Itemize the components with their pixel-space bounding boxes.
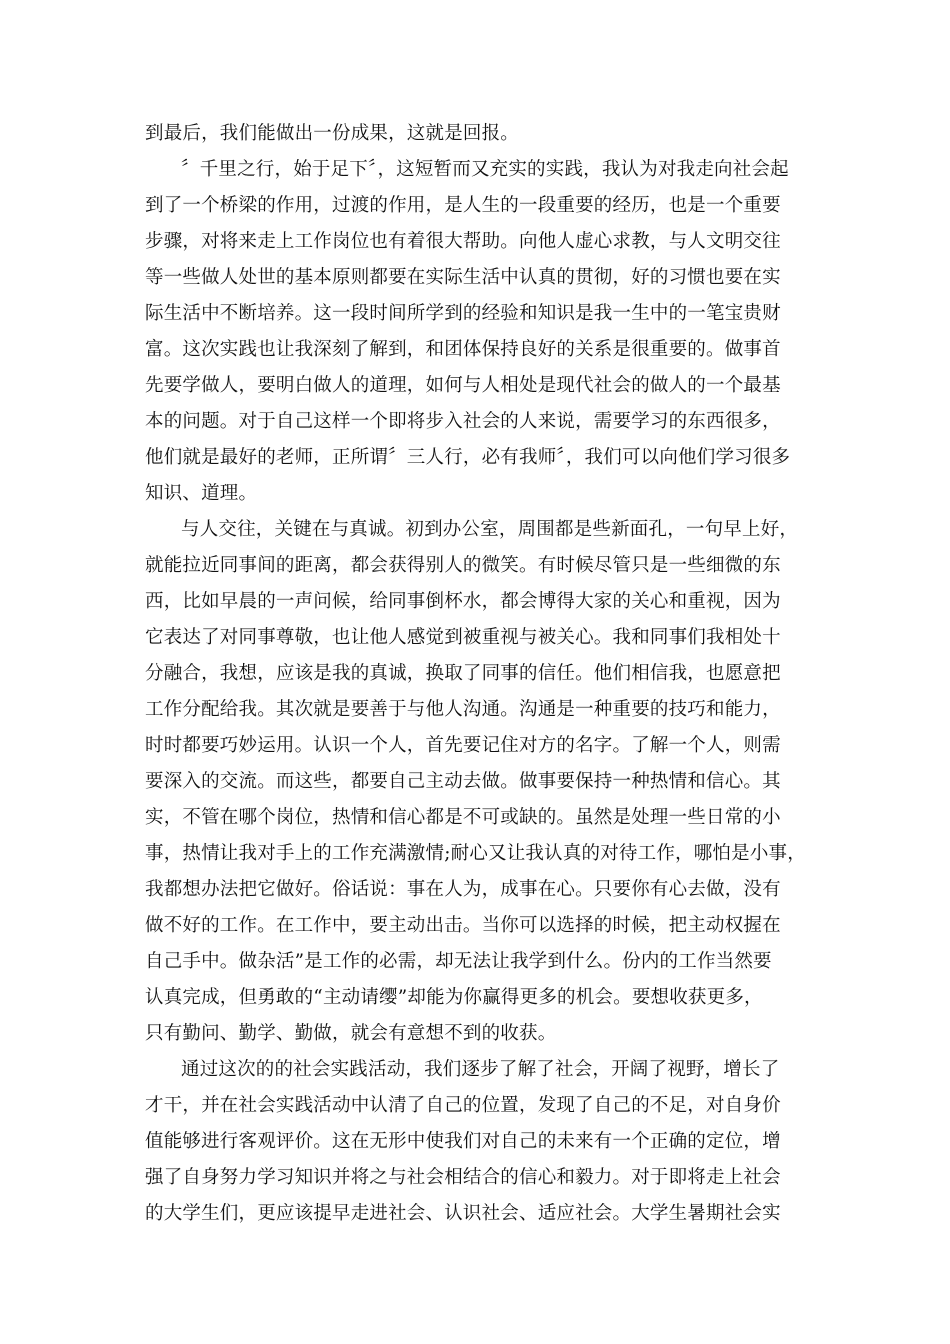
text-line: 认真完成，但勇敢的“主动请缨”却能为你赢得更多的机会。要想收获更多， — [145, 987, 763, 1008]
text-line: 我都想办法把它做好。俗话说：事在人为，成事在心。只要你有心去做，没有 — [145, 879, 781, 900]
text-line: 知识、道理。 — [145, 483, 258, 504]
text-line: 强了自身努力学习知识并将之与社会相结合的信心和毅力。对于即将走上社会 — [145, 1167, 781, 1188]
text-line: 通过这次的的社会实践活动，我们逐步了解了社会，开阔了视野，增长了 — [181, 1059, 780, 1080]
text-line: 自己手中。做杂活”是工作的必需，却无法让我学到什么。份内的工作当然要 — [145, 951, 772, 972]
text-line: 分融合，我想，应该是我的真诚，换取了同事的信任。他们相信我，也愿意把 — [145, 663, 781, 684]
text-line: 本的问题。对于自己这样一个即将步入社会的人来说，需要学习的东西很多， — [145, 411, 781, 432]
text-line: 际生活中不断培养。这一段时间所学到的经验和知识是我一生中的一笔宝贵财 — [145, 303, 781, 324]
text-line: 的大学生们，更应该提早走进社会、认识社会、适应社会。大学生暑期社会实 — [145, 1203, 781, 1224]
text-line: 才干，并在社会实践活动中认清了自己的位置，发现了自己的不足，对自身价 — [145, 1095, 781, 1116]
text-line: 到了一个桥梁的作用，过渡的作用，是人生的一段重要的经历，也是一个重要 — [145, 195, 781, 216]
text-line: 富。这次实践也让我深刻了解到，和团体保持良好的关系是很重要的。做事首 — [145, 339, 781, 360]
text-line: 等一些做人处世的基本原则都要在实际生活中认真的贯彻，好的习惯也要在实 — [145, 267, 781, 288]
text-line: 事，热情让我对手上的工作充满激情;耐心又让我认真的对待工作，哪怕是小事， — [145, 843, 806, 864]
text-line: 他们就是最好的老师，正所谓〞三人行，必有我师〞，我们可以向他们学习很多 — [145, 447, 791, 468]
text-line: 〞千里之行，始于足下〞，这短暂而又充实的实践，我认为对我走向社会起 — [181, 159, 789, 180]
text-line: 西，比如早晨的一声问候，给同事倒杯水，都会博得大家的关心和重视，因为 — [145, 591, 781, 612]
text-line: 工作分配给我。其次就是要善于与他人沟通。沟通是一种重要的技巧和能力， — [145, 699, 781, 720]
text-line: 值能够进行客观评价。这在无形中使我们对自己的未来有一个正确的定位，增 — [145, 1131, 781, 1152]
text-line: 时时都要巧妙运用。认识一个人，首先要记住对方的名字。了解一个人，则需 — [145, 735, 781, 756]
text-line: 先要学做人，要明白做人的道理，如何与人相处是现代社会的做人的一个最基 — [145, 375, 781, 396]
text-line: 实，不管在哪个岗位，热情和信心都是不可或缺的。虽然是处理一些日常的小 — [145, 807, 781, 828]
text-line: 与人交往，关键在与真诚。初到办公室，周围都是些新面孔，一句早上好， — [181, 519, 799, 540]
text-line: 要深入的交流。而这些，都要自己主动去做。做事要保持一种热情和信心。其 — [145, 771, 781, 792]
text-line: 步骤，对将来走上工作岗位也有着很大帮助。向他人虚心求教，与人文明交往 — [145, 231, 781, 252]
text-line: 到最后，我们能做出一份成果，这就是回报。 — [145, 123, 520, 144]
text-line: 只有勤问、勤学、勤做，就会有意想不到的收获。 — [145, 1023, 557, 1044]
text-line: 做不好的工作。在工作中，要主动出击。当你可以选择的时候，把主动权握在 — [145, 915, 781, 936]
text-line: 它表达了对同事尊敬，也让他人感觉到被重视与被关心。我和同事们我相处十 — [145, 627, 781, 648]
text-line: 就能拉近同事间的距离，都会获得别人的微笑。有时候尽管只是一些细微的东 — [145, 555, 781, 576]
